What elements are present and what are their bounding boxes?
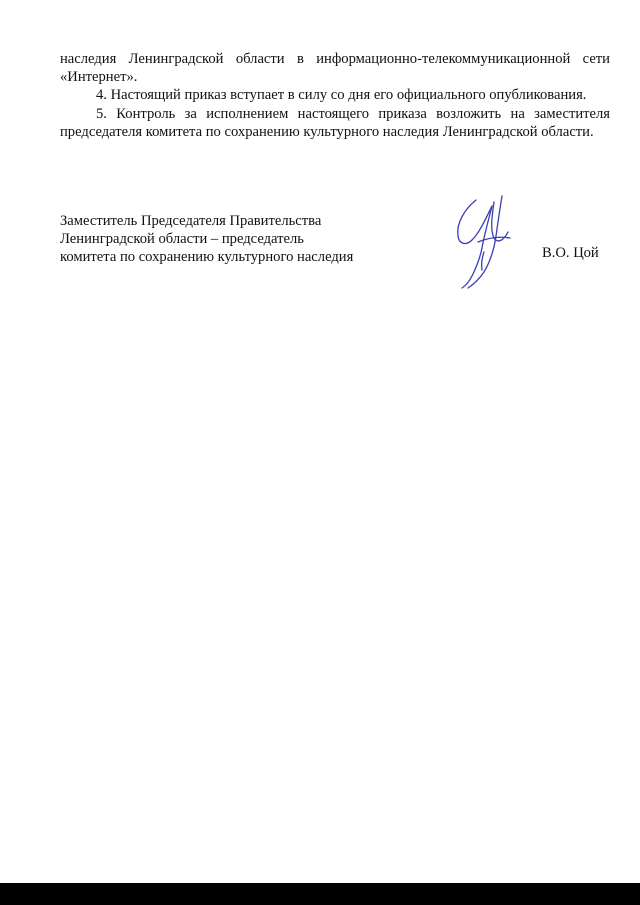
signatory-name: В.О. Цой bbox=[542, 245, 599, 261]
document-body bbox=[60, 50, 610, 141]
scan-edge-bar bbox=[0, 883, 640, 905]
handwritten-signature-icon bbox=[432, 192, 532, 292]
position-line-3: комитета по сохранению культурного наследия bbox=[60, 249, 354, 265]
position-line-2: Ленинградской области – председатель bbox=[60, 231, 304, 247]
paragraph-continuation: наследия Ленинградской области в информационно-телекоммуникационной сети «Интернет». bbox=[60, 51, 610, 86]
paragraph-item-5: 5. Контроль за исполнением настоящего приказа возложить на заместителя председателя комитета по сохранению культурного наследия Ленинградской области. bbox=[60, 105, 610, 140]
paragraph-item-4: 4. Настоящий приказ вступает в силу со дня его официального опубликования. bbox=[96, 87, 587, 104]
position-line-1: Заместитель Председателя Правительства bbox=[60, 213, 322, 229]
